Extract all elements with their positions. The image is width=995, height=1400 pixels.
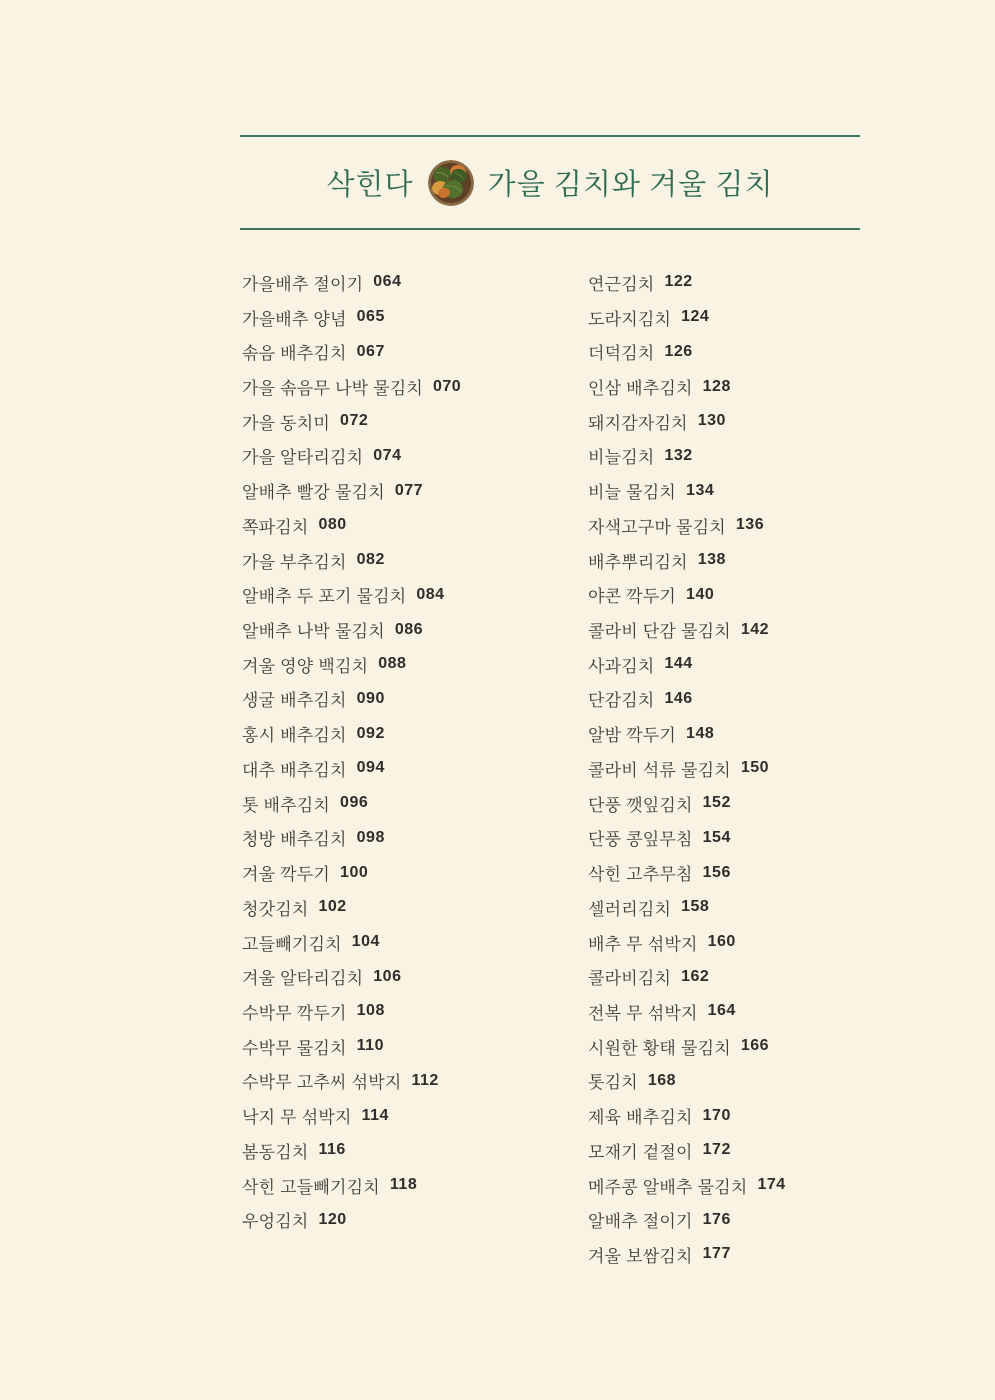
recipe-title: 배추뿌리김치	[588, 552, 688, 572]
recipe-title: 겨울 보쌈김치	[588, 1246, 693, 1266]
page-number: 064	[373, 273, 402, 291]
toc-item	[588, 786, 933, 821]
recipe-title: 야콘 깍두기	[588, 587, 677, 607]
recipe-title: 콜라비 단감 물김치	[588, 622, 731, 642]
page-number: 086	[394, 620, 424, 638]
page-number: 176	[702, 1210, 731, 1228]
recipe-title: 우엉김치	[242, 1212, 309, 1232]
page-number: 160	[707, 933, 736, 951]
toc-item	[242, 334, 587, 369]
toc-item	[242, 1168, 587, 1203]
page-number: 170	[702, 1106, 731, 1124]
page-number: 122	[664, 273, 693, 291]
page-number: 070	[433, 377, 462, 395]
toc-item	[242, 612, 587, 647]
page-number: 150	[740, 759, 770, 777]
page-number: 106	[373, 967, 402, 985]
recipe-title: 생굴 배추김치	[242, 691, 347, 711]
page-number: 130	[697, 412, 726, 430]
page-number: 126	[664, 342, 693, 360]
toc-item	[242, 821, 587, 856]
recipe-title: 콜라비김치	[588, 969, 672, 989]
page-number: 140	[686, 585, 715, 603]
toc-item	[588, 751, 933, 786]
toc-item	[588, 404, 933, 439]
page-number: 172	[702, 1141, 731, 1159]
recipe-title: 삭힌 고추무침	[588, 865, 693, 885]
recipe-title: 모재기 겉절이	[588, 1142, 693, 1162]
toc-item	[588, 716, 933, 751]
recipe-title: 사과김치	[588, 656, 655, 676]
recipe-title: 알배추 두 포기 물김치	[242, 587, 407, 607]
recipe-title: 콜라비 석류 물김치	[588, 760, 731, 780]
chapter-verb-label: 삭힌다	[326, 169, 414, 201]
toc-item	[588, 1237, 933, 1272]
recipe-title: 가을 동치미	[242, 413, 331, 433]
recipe-title: 단감김치	[588, 691, 655, 711]
recipe-title: 전복 무 섞박지	[588, 1003, 698, 1023]
toc-item	[242, 1133, 587, 1168]
toc-item	[588, 1064, 933, 1099]
toc-item	[588, 1202, 933, 1237]
recipe-title: 시원한 황태 물김치	[588, 1038, 731, 1058]
page-number: 092	[356, 724, 385, 742]
page-number: 144	[664, 655, 693, 673]
toc-item	[242, 404, 587, 439]
page-number: 168	[647, 1071, 677, 1089]
toc-item	[242, 716, 587, 751]
page-number: 090	[356, 689, 385, 707]
page-number: 164	[707, 1002, 736, 1020]
page-number: 098	[356, 828, 385, 846]
toc-item	[242, 543, 587, 578]
toc-column-right	[588, 265, 933, 1272]
toc-item	[588, 300, 933, 335]
page-number: 156	[702, 863, 731, 881]
toc-item	[588, 439, 933, 474]
recipe-title: 고들빼기김치	[242, 934, 342, 954]
page-number: 082	[356, 551, 385, 569]
toc-item	[242, 751, 587, 786]
recipe-title: 더덕김치	[588, 344, 655, 364]
recipe-title: 셀러리김치	[588, 899, 672, 919]
toc-item	[588, 1168, 933, 1203]
page-number: 174	[757, 1176, 786, 1194]
page-number: 158	[681, 898, 710, 916]
recipe-title: 비늘 물김치	[588, 483, 677, 503]
toc-item	[242, 959, 587, 994]
toc-item	[242, 1029, 587, 1064]
toc-item	[242, 1202, 587, 1237]
toc-item	[588, 1029, 933, 1064]
page-number: 104	[351, 933, 380, 951]
toc-item	[588, 959, 933, 994]
page-number: 112	[411, 1071, 439, 1089]
recipe-title: 낙지 무 섞박지	[242, 1108, 352, 1128]
recipe-title: 쪽파김치	[242, 517, 309, 537]
page-number: 118	[389, 1176, 418, 1194]
recipe-title: 가을 부추김치	[242, 552, 347, 572]
page-number: 094	[356, 759, 385, 777]
toc-item	[242, 682, 587, 717]
recipe-title: 톳김치	[588, 1073, 638, 1093]
recipe-title: 제육 배추김치	[588, 1108, 693, 1128]
page-number: 142	[740, 620, 770, 638]
toc-item	[242, 369, 587, 404]
page-number: 088	[378, 655, 407, 673]
toc-item	[588, 1098, 933, 1133]
page-number: 067	[356, 342, 385, 360]
toc-item	[242, 473, 587, 508]
toc-item	[242, 855, 587, 890]
toc-item	[588, 1133, 933, 1168]
recipe-title: 가을배추 양념	[242, 309, 347, 329]
page-number: 132	[664, 446, 693, 464]
chapter-header	[240, 135, 860, 230]
recipe-title: 수박무 물김치	[242, 1038, 347, 1058]
recipe-title: 메주콩 알배추 물김치	[588, 1177, 748, 1197]
recipe-title: 알배추 절이기	[588, 1212, 693, 1232]
toc-item	[588, 473, 933, 508]
toc-item	[588, 994, 933, 1029]
recipe-title: 도라지김치	[588, 309, 672, 329]
page-number: 120	[318, 1210, 347, 1228]
recipe-title: 자색고구마 물김치	[588, 517, 726, 537]
recipe-title: 홍시 배추김치	[242, 726, 347, 746]
recipe-title: 가을배추 절이기	[242, 274, 364, 294]
recipe-title: 단풍 깻잎김치	[588, 795, 693, 815]
recipe-title: 겨울 영양 백김치	[242, 656, 369, 676]
recipe-title: 겨울 알타리김치	[242, 969, 364, 989]
page-number: 154	[702, 828, 731, 846]
recipe-title: 알밤 깍두기	[588, 726, 677, 746]
toc-item	[242, 1098, 587, 1133]
toc-item	[588, 577, 933, 612]
toc-item	[242, 1064, 587, 1099]
toc-column-left	[242, 265, 587, 1237]
page-number: 138	[697, 551, 726, 569]
page-number: 152	[702, 794, 731, 812]
toc-item	[242, 925, 587, 960]
recipe-title: 연근김치	[588, 274, 655, 294]
toc-item	[242, 577, 587, 612]
page-number: 072	[340, 412, 369, 430]
toc-item	[242, 890, 587, 925]
recipe-title: 청갓김치	[242, 899, 309, 919]
recipe-title: 겨울 깍두기	[242, 865, 331, 885]
page-number: 108	[356, 1002, 385, 1020]
page-number: 128	[702, 377, 731, 395]
recipe-title: 알배추 나박 물김치	[242, 622, 385, 642]
recipe-title: 대추 배추김치	[242, 760, 347, 780]
toc-item	[588, 508, 933, 543]
recipe-title: 단풍 콩잎무침	[588, 830, 693, 850]
recipe-title: 돼지감자김치	[588, 413, 688, 433]
recipe-title: 수박무 깍두기	[242, 1003, 347, 1023]
toc-item	[588, 821, 933, 856]
recipe-title: 인삼 배추김치	[588, 379, 693, 399]
toc-item	[242, 300, 587, 335]
toc-item	[242, 647, 587, 682]
page-number: 065	[356, 308, 385, 326]
toc-item	[242, 508, 587, 543]
toc-item	[242, 994, 587, 1029]
toc-item	[242, 786, 587, 821]
toc-item	[588, 925, 933, 960]
recipe-title: 가을 알타리김치	[242, 448, 364, 468]
page-number: 148	[686, 724, 715, 742]
toc-item	[588, 369, 933, 404]
toc-item	[242, 265, 587, 300]
page-number: 096	[340, 794, 369, 812]
recipe-title: 삭힌 고들빼기김치	[242, 1177, 380, 1197]
page-number: 146	[664, 689, 693, 707]
page-number: 114	[361, 1106, 389, 1124]
toc-item	[588, 612, 933, 647]
page-number: 102	[318, 898, 347, 916]
page-number: 084	[416, 585, 445, 603]
toc-item	[588, 855, 933, 890]
recipe-title: 배추 무 섞박지	[588, 934, 698, 954]
page-number: 134	[686, 481, 715, 499]
recipe-title: 가을 솎음무 나박 물김치	[242, 379, 423, 399]
page-number: 116	[318, 1141, 346, 1159]
toc-item	[588, 265, 933, 300]
toc-item	[588, 647, 933, 682]
page-number: 110	[356, 1037, 384, 1055]
toc-item	[242, 439, 587, 474]
recipe-title: 청방 배추김치	[242, 830, 347, 850]
page-number: 166	[740, 1037, 770, 1055]
page-number: 177	[702, 1245, 731, 1263]
page-number: 162	[681, 967, 710, 985]
recipe-title: 솎음 배추김치	[242, 344, 347, 364]
toc-item	[588, 682, 933, 717]
recipe-title: 수박무 고추씨 섞박지	[242, 1073, 402, 1093]
page-number: 124	[681, 308, 710, 326]
page-number: 077	[394, 481, 424, 499]
toc-item	[588, 334, 933, 369]
page-number: 136	[735, 516, 765, 534]
page-number: 100	[340, 863, 369, 881]
page-number: 080	[318, 516, 347, 534]
toc-item	[588, 543, 933, 578]
recipe-title: 알배추 빨강 물김치	[242, 483, 385, 503]
recipe-title: 비늘김치	[588, 448, 655, 468]
toc-item	[588, 890, 933, 925]
page-number: 074	[373, 446, 402, 464]
chapter-title: 가을 김치와 겨울 김치	[487, 169, 774, 201]
kimchi-bowl-photo-icon	[428, 160, 474, 206]
recipe-title: 봄동김치	[242, 1142, 309, 1162]
recipe-title: 톳 배추김치	[242, 795, 331, 815]
